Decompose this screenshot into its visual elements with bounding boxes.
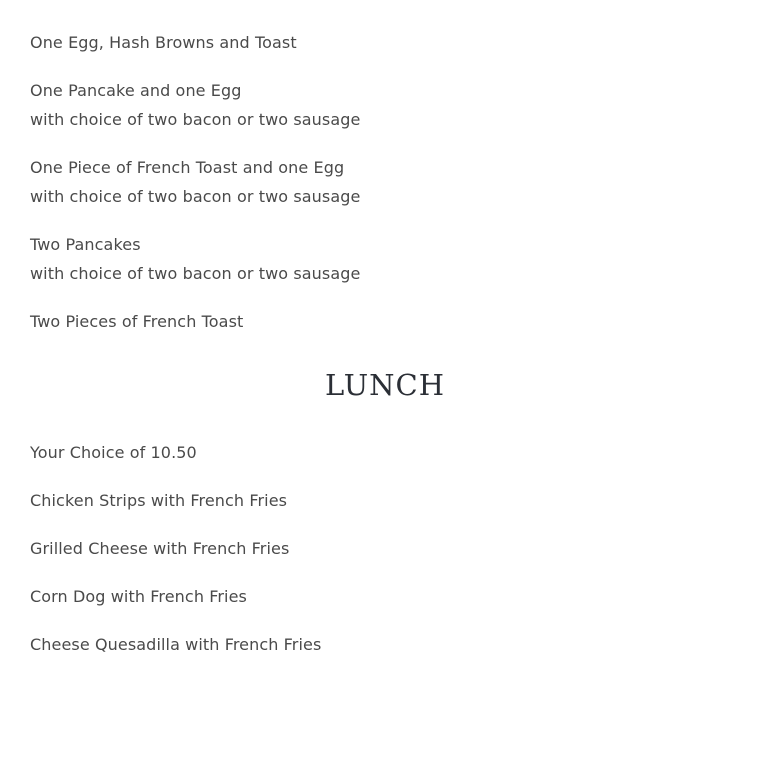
menu-item: [30, 438, 740, 467]
menu-item: [30, 534, 740, 563]
menu-item-name: One Piece of French Toast and one Egg: [30, 158, 345, 177]
menu-item-name: Grilled Cheese with French Fries: [30, 539, 290, 558]
menu-item: [30, 230, 740, 288]
menu-item-name: Your Choice of 10.50: [30, 443, 197, 462]
menu-item: [30, 630, 740, 659]
menu-item: [30, 307, 740, 336]
menu-item-note: with choice of two bacon or two sausage: [30, 264, 361, 283]
menu-content: [30, 28, 740, 678]
menu-item: [30, 28, 740, 57]
section-title-lunch: LUNCH: [325, 368, 445, 402]
menu-item-name: Cheese Quesadilla with French Fries: [30, 635, 322, 654]
menu-item-note: with choice of two bacon or two sausage: [30, 110, 361, 129]
menu-item: [30, 153, 740, 211]
menu-item-name: Two Pieces of French Toast: [30, 312, 244, 331]
menu-item-name: Corn Dog with French Fries: [30, 587, 247, 606]
menu-item-name: Two Pancakes: [30, 235, 141, 254]
menu-item-name: One Egg, Hash Browns and Toast: [30, 33, 297, 52]
menu-item-note: with choice of two bacon or two sausage: [30, 187, 361, 206]
menu-item: [30, 582, 740, 611]
menu-item-name: One Pancake and one Egg: [30, 81, 242, 100]
menu-item: [30, 76, 740, 134]
menu-item: [30, 486, 740, 515]
menu-item-name: Chicken Strips with French Fries: [30, 491, 288, 510]
